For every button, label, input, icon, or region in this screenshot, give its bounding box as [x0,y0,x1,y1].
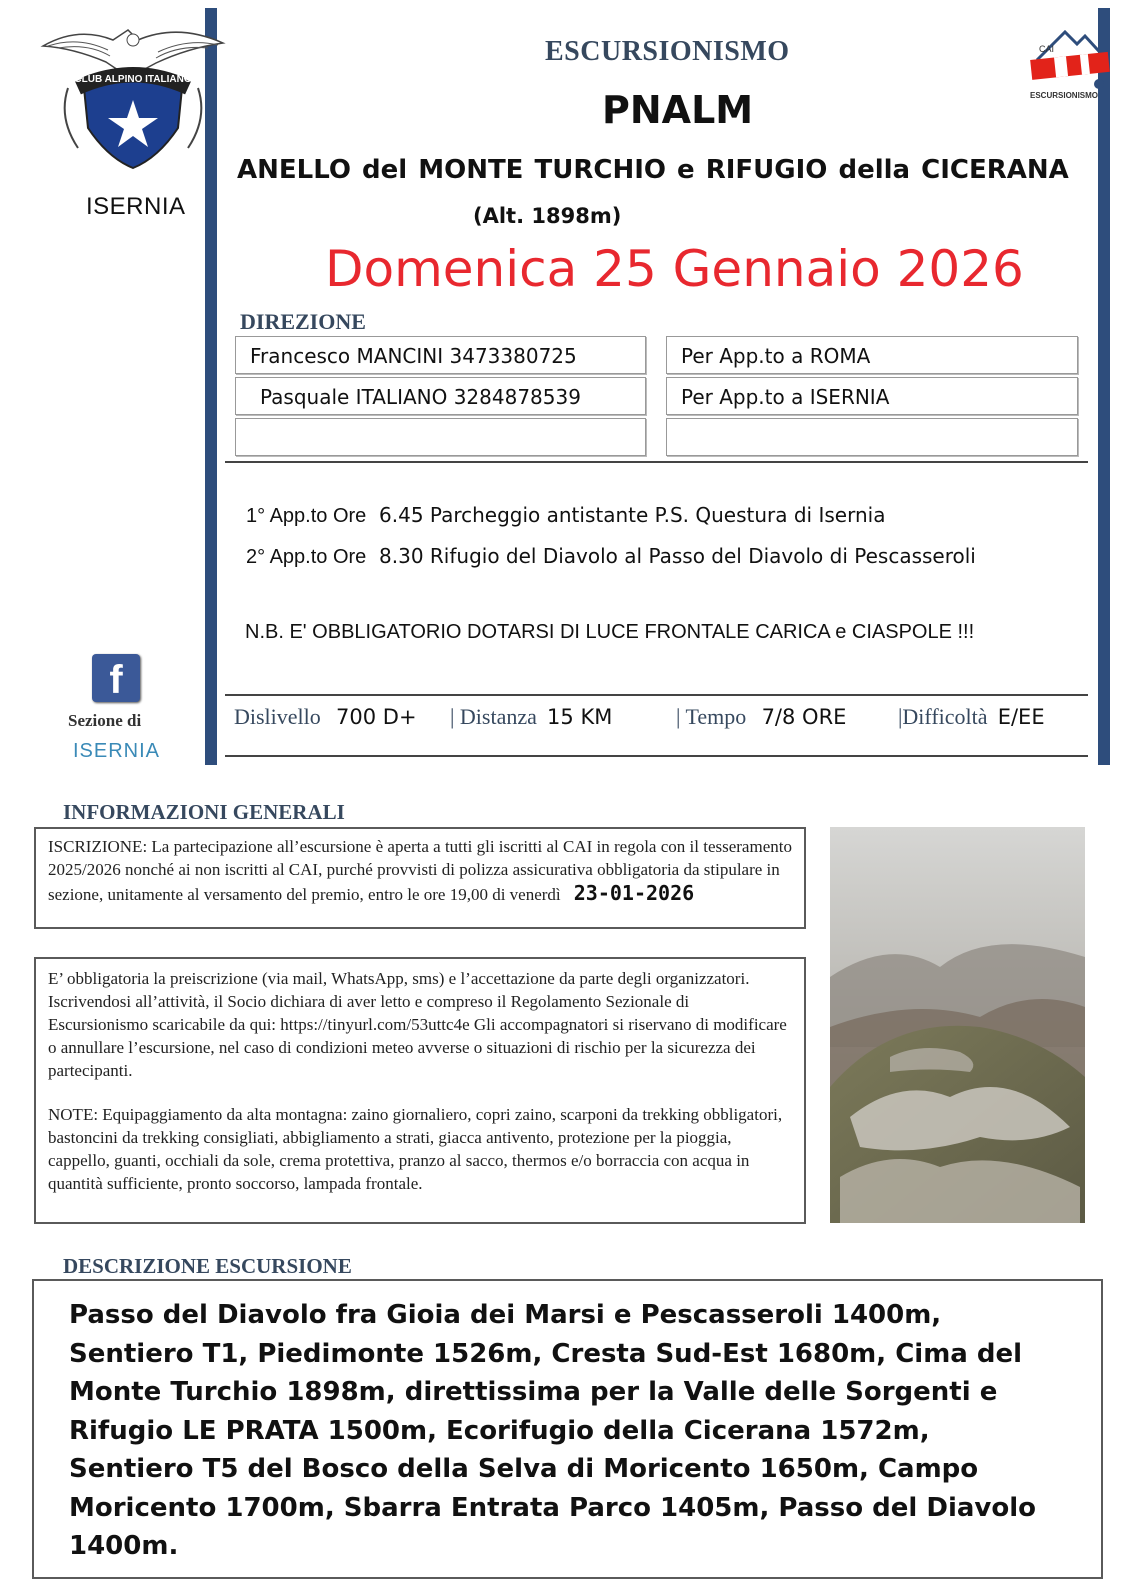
category-heading: ESCURSIONISMO [545,36,790,67]
cai-eagle-emblem [38,18,228,178]
preiscrizione-text: E’ obbligatoria la preiscrizione (via mail, WhatsApp, sms) e l’accettazione da parte degli organizzatori. Iscrivendosi all’attività, il Socio dichiara di aver letto e compreso il Regolamento Sezionale di Escursionismo scaricabile da qui: https://tinyurl.com/53uttc4e Gli accompagnatori si riservano di modificare o annullare l’escursione, nel caso di condizioni meteo avverse o situazioni di rischio per la sicurezza dei partecipanti. [48,969,787,1080]
excursion-title: ANELLO del MONTE TURCHIO e RIFUGIO della CICERANA [237,155,1069,185]
leader-3-cell [235,418,646,456]
mountain-photo [830,827,1085,1223]
mandatory-note: N.B. E' OBBLIGATORIO DOTARSI DI LUCE FRONTALE CARICA e CIASPOLE !!! [245,621,975,643]
stat-value: E/EE [997,705,1045,729]
stat-value: 15 KM [547,705,613,729]
stat-tempo [676,704,846,740]
facebook-city-label: ISERNIA [73,740,161,762]
appointment-2-detail: 8.30 Rifugio del Diavolo al Passo del Diavolo di Pescasseroli [379,544,976,568]
stat-dislivello [234,704,417,740]
section-name: ISERNIA [86,193,186,220]
stat-key: Dislivello [234,704,321,729]
meeting-2-cell: Per App.to a ISERNIA [666,377,1078,415]
meeting-1-cell: Per App.to a ROMA [666,336,1078,374]
description-text: Passo del Diavolo fra Gioia dei Marsi e Pescasseroli 1400m, Sentiero T1, Piedimonte 1526m, Cresta Sud-Est 1680m, Cima del Monte Turchio 1898m, direttissima per la Valle delle Sorgenti e Rifugio LE PRATA 1500m, Ecorifugio della Cicerana 1572m, Sentiero T5 del Bosco della Selva di Moricento 1650m, Campo Moricento 1700m, Sbarra Entrata Parco 1405m, Passo del Diavolo 1400m. [69,1300,1037,1561]
divider [225,461,1088,463]
facebook-icon[interactable]: f [92,654,140,702]
deadline-date: 23-01-2026 [573,881,695,905]
direzione-label: DIREZIONE [240,309,366,334]
stat-distanza [450,704,612,740]
cai-logo-bottom-text: ESCURSIONISMO [1030,91,1099,100]
rules-box [34,957,806,1224]
info-section-title: INFORMAZIONI GENERALI [63,800,345,824]
emblem-ribbon-text: CLUB ALPINO ITALIANO [74,74,192,85]
right-border-bar [1098,8,1110,765]
stat-value: 700 D+ [336,705,417,729]
description-section-title: DESCRIZIONE ESCURSIONE [63,1254,352,1278]
stats-divider-top [225,694,1088,696]
facebook-section-label: Sezione di [68,711,142,730]
stat-value: 7/8 ORE [761,705,847,729]
park-heading: PNALM [602,88,754,132]
appointment-2 [246,544,976,569]
appointment-1-detail: 6.45 Parcheggio antistante P.S. Questura di Isernia [379,503,886,527]
stat-difficolta [898,704,1045,740]
appointment-1-label: 1° App.to Ore [246,505,367,527]
iscrizione-text: ISCRIZIONE: La partecipazione all’escursione è aperta a tutti gli iscritti al CAI in regola con il tesseramento 2025/2026 nonché ai non iscritti al CAI, purché provvisti di polizza assicurativa obbligatoria da stipulare in sezione, unitamente al versamento del premio, entro le ore 19,00 di venerdì [48,837,792,904]
excursion-date: Domenica 25 Gennaio 2026 [325,240,1024,298]
stats-divider-bottom [225,755,1088,757]
appointment-2-label: 2° App.to Ore [246,546,367,568]
appointment-1 [246,503,885,528]
equipment-note-text: NOTE: Equipaggiamento da alta montagna: zaino giornaliero, copri zaino, scarponi da trekking obbligatori, bastoncini da trekking consigliati, abbigliamento a strati, giacca antivento, protezione per la pioggia, cappello, guanti, occhiali da sole, crema protettiva, pranzo al sacco, thermos e/o borraccia con acqua in quantità sufficiente, pronto soccorso, lampada frontale. [48,1105,783,1193]
cai-escursionismo-logo [1025,18,1113,108]
stat-key: |Difficoltà [898,704,988,729]
altitude-label: (Alt. 1898m) [473,204,622,228]
leader-2-cell: Pasquale ITALIANO 3284878539 [235,377,646,415]
meeting-3-cell [666,418,1078,456]
cai-logo-top-text: CAI [1039,44,1055,54]
stat-key: | Distanza [450,704,537,729]
leader-1-cell: Francesco MANCINI 3473380725 [235,336,646,374]
iscrizione-box [34,827,806,929]
stat-key: | Tempo [676,704,747,729]
